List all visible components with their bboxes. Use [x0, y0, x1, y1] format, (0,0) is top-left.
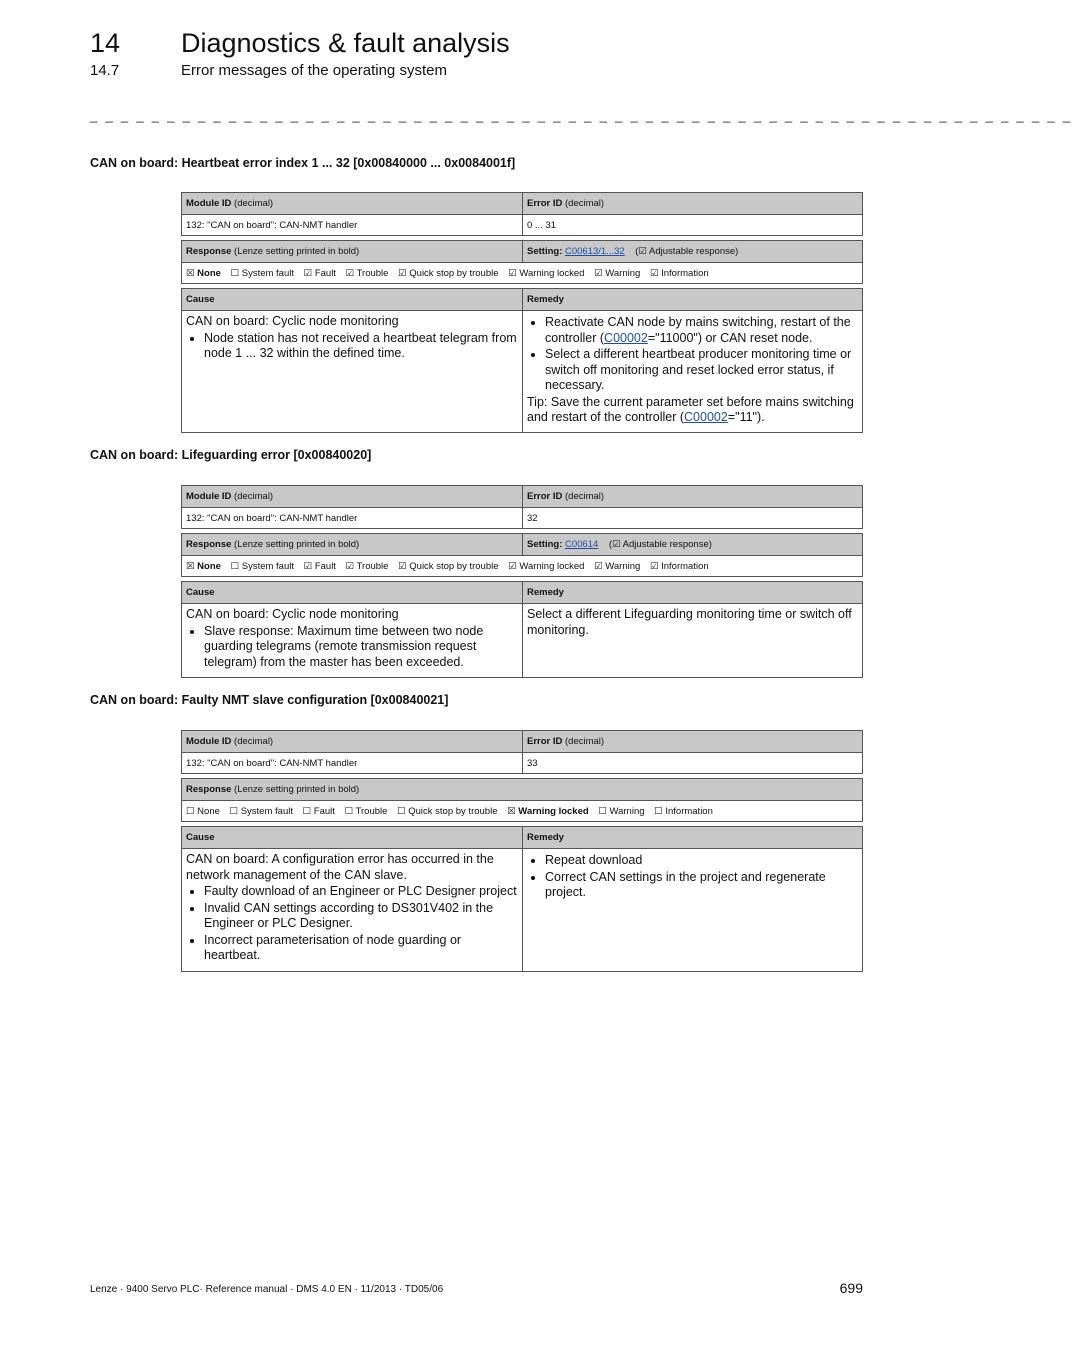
- setting-code-link[interactable]: C00614: [565, 539, 599, 550]
- error-id-value: 0 ... 31: [523, 215, 863, 236]
- page-number: 699: [839, 1280, 863, 1296]
- remedy-item: • Repeat download: [545, 853, 858, 869]
- section-heading: CAN on board: Heartbeat error index 1 ... 32 [0x00840000 ... 0x0084001f]: [90, 156, 516, 170]
- cause-item: • Invalid CAN settings according to DS301V402 in the Engineer or PLC Designer.: [204, 901, 518, 932]
- response-table: [181, 778, 863, 822]
- cause-cell: [182, 849, 523, 972]
- response-option: ☑ Trouble: [345, 267, 389, 279]
- module-id-header: Module ID (decimal): [182, 731, 523, 753]
- response-option: ☑ Quick stop by trouble: [398, 267, 499, 279]
- cause-remedy-table: [181, 826, 863, 972]
- response-option: ☐ System fault: [230, 267, 295, 279]
- response-option: ☑ Warning: [594, 267, 641, 279]
- error-id-header: Error ID (decimal): [523, 193, 863, 215]
- response-option: ☐ Fault: [302, 805, 335, 817]
- cause-cell: [182, 311, 523, 433]
- cause-item: • Node station has not received a heartbeat telegram from node 1 ... 32 within the defined time.: [204, 331, 518, 362]
- cause-remedy-table: [181, 581, 863, 678]
- response-option: ☐ Warning: [598, 805, 645, 817]
- module-table: [181, 730, 863, 774]
- response-table: [181, 240, 863, 284]
- remedy-header: Remedy: [523, 582, 863, 604]
- response-option: ☐ System fault: [229, 805, 293, 817]
- remedy-header: Remedy: [523, 289, 863, 311]
- response-option: ☑ Fault: [303, 560, 336, 572]
- response-option: ☑ Warning: [594, 560, 641, 572]
- error-id-value: 32: [523, 508, 863, 529]
- remedy-item: • Select a different heartbeat producer monitoring time or switch off monitoring and reset locked error status, if necessary.: [545, 347, 858, 394]
- response-option: ☑ Trouble: [345, 560, 389, 572]
- footer-text: Lenze · 9400 Servo PLC· Reference manual · DMS 4.0 EN · 11/2013 · TD05/06: [90, 1284, 444, 1295]
- response-option: ☑ Warning locked: [508, 267, 585, 279]
- setting-code-link[interactable]: C00613/1...32: [565, 246, 625, 257]
- cause-item: • Slave response: Maximum time between two node guarding telegrams (remote transmission request telegram) from the master has been exceeded.: [204, 624, 518, 671]
- response-header: Response (Lenze setting printed in bold): [182, 241, 523, 263]
- cause-header: Cause: [182, 582, 523, 604]
- error-id-header: Error ID (decimal): [523, 731, 863, 753]
- section-number: 14.7: [90, 62, 120, 79]
- remedy-item: • Reactivate CAN node by mains switching, restart of the controller (C00002="11000") or CAN reset node.: [545, 315, 858, 346]
- section-title: Error messages of the operating system: [181, 62, 447, 79]
- setting-header: Setting: C00613/1...32 (☑ Adjustable response): [523, 241, 863, 263]
- parameter-link[interactable]: C00002: [684, 410, 728, 424]
- remedy-text: Select a different Lifeguarding monitoring time or switch off monitoring.: [527, 607, 852, 637]
- response-option: ☐ None: [186, 805, 220, 817]
- cause-intro: CAN on board: Cyclic node monitoring: [186, 314, 399, 328]
- response-option: ☐ System fault: [230, 560, 295, 572]
- cause-intro: CAN on board: Cyclic node monitoring: [186, 607, 399, 621]
- response-option: ☒ None: [186, 560, 221, 572]
- module-id-value: 132: "CAN on board": CAN-NMT handler: [182, 215, 523, 236]
- remedy-cell: [523, 604, 863, 678]
- response-option: ☑ Information: [649, 267, 709, 279]
- cause-remedy-table: [181, 288, 863, 433]
- cause-header: Cause: [182, 289, 523, 311]
- response-option: ☐ Information: [654, 805, 713, 817]
- module-id-header: Module ID (decimal): [182, 486, 523, 508]
- error-id-value: 33: [523, 753, 863, 774]
- remedy-tip: Tip: Save the current parameter set before mains switching and restart of the controller (C00002="11").: [527, 394, 854, 424]
- response-options: [182, 801, 863, 822]
- response-option: ☒ None: [186, 267, 221, 279]
- section-heading: CAN on board: Lifeguarding error [0x00840020]: [90, 448, 372, 462]
- response-option: ☑ Information: [649, 560, 709, 572]
- chapter-title: Diagnostics & fault analysis: [181, 28, 510, 58]
- parameter-link[interactable]: C00002: [604, 330, 648, 345]
- cause-item: • Faulty download of an Engineer or PLC Designer project: [204, 884, 518, 900]
- response-header: Response (Lenze setting printed in bold): [182, 534, 523, 556]
- response-option: ☒ Warning locked: [507, 805, 589, 817]
- error-id-header: Error ID (decimal): [523, 486, 863, 508]
- module-table: [181, 485, 863, 529]
- response-option: ☐ Trouble: [344, 805, 388, 817]
- module-id-value: 132: "CAN on board": CAN-NMT handler: [182, 508, 523, 529]
- response-table: [181, 533, 863, 577]
- chapter-number: 14: [90, 28, 121, 58]
- response-option: ☑ Fault: [303, 267, 336, 279]
- cause-intro: CAN on board: A configuration error has occurred in the network management of the CAN slave.: [186, 852, 494, 882]
- cause-item: • Incorrect parameterisation of node guarding or heartbeat.: [204, 933, 518, 964]
- module-table: [181, 192, 863, 236]
- section-heading: CAN on board: Faulty NMT slave configuration [0x00840021]: [90, 693, 449, 707]
- remedy-header: Remedy: [523, 827, 863, 849]
- remedy-cell: [523, 311, 863, 433]
- response-option: ☑ Quick stop by trouble: [398, 560, 499, 572]
- remedy-item: • Correct CAN settings in the project and regenerate project.: [545, 870, 858, 901]
- remedy-cell: [523, 849, 863, 972]
- cause-header: Cause: [182, 827, 523, 849]
- response-header: Response (Lenze setting printed in bold): [182, 779, 863, 801]
- response-options: [182, 556, 863, 577]
- response-options: [182, 263, 863, 284]
- header-separator: _ _ _ _ _ _ _ _ _ _ _ _ _ _ _ _ _ _ _ _ _ _ _ _ _ _ _ _ _ _ _ _ _ _ _ _ _ _ _ _ _ _ _ _ _ _ _ _ _ _ _ _ _ _ _ _ _ _ _ _ _ _ _ _: [90, 108, 1072, 123]
- module-id-value: 132: "CAN on board": CAN-NMT handler: [182, 753, 523, 774]
- response-option: ☑ Warning locked: [508, 560, 585, 572]
- setting-header: Setting: C00614 (☑ Adjustable response): [523, 534, 863, 556]
- cause-cell: [182, 604, 523, 678]
- module-id-header: Module ID (decimal): [182, 193, 523, 215]
- response-option: ☐ Quick stop by trouble: [397, 805, 498, 817]
